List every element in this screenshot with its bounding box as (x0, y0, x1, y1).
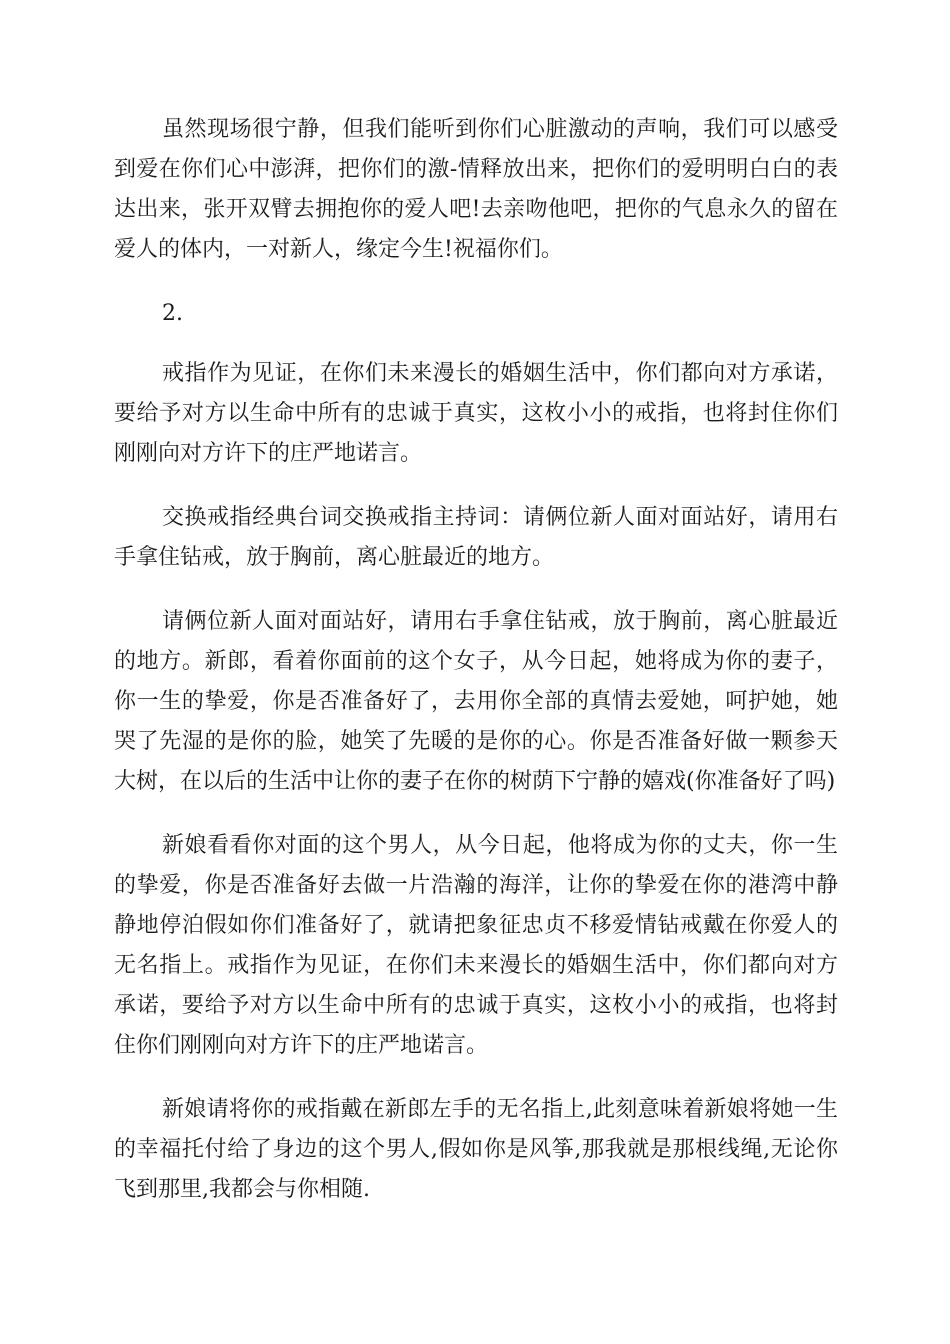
paragraph-blessing: 虽然现场很宁静，但我们能听到你们心脏激动的声响，我们可以感受到爱在你们心中澎湃，把你们的激-情释放出来，把你们的爱明明白白的表达出来，张开双臂去拥抱你的爱人吧!去亲吻他吧，把你的气息永久的留在爱人的体内，一对新人，缘定今生!祝福你们。 (114, 117, 838, 262)
paragraph-groom-vow: 请俩位新人面对面站好，请用右手拿住钻戒，放于胸前，离心脏最近的地方。新郎，看着你面前的这个女子，从今日起，她将成为你的妻子，你一生的挚爱，你是否准备好了，去用你全部的真情去爱她，呵护她，她哭了先湿的是你的脸，她笑了先暖的是你的心。你是否准备好做一颗参天大树，在以后的生活中让你的妻子在你的树荫下宁静的嬉戏(你准备好了吗) (114, 609, 838, 794)
paragraph-bride-ring: 新娘请将你的戒指戴在新郎左手的无名指上,此刻意味着新娘将她一生的幸福托付给了身边的这个男人,假如你是风筝,那我就是那根线绳,无论你飞到那里,我都会与你相随. (114, 1097, 838, 1202)
paragraph-ring-witness: 戒指作为见证，在你们未来漫长的婚姻生活中，你们都向对方承诺，要给予对方以生命中所有的忠诚于真实，这枚小小的戒指，也将封住你们刚刚向对方许下的庄严地诺言。 (114, 361, 838, 466)
section-number: 2. (162, 301, 183, 326)
document-body (114, 110, 838, 1234)
paragraph-bride-vow: 新娘看看你对面的这个男人，从今日起，他将成为你的丈夫，你一生的挚爱，你是否准备好去做一片浩瀚的海洋，让你的挚爱在你的港湾中静静地停泊假如你们准备好了，就请把象征忠贞不移爱情钻戒戴在你爱人的无名指上。戒指作为见证，在你们未来漫长的婚姻生活中，你们都向对方承诺，要给予对方以生命中所有的忠诚于真实，这枚小小的戒指，也将封住你们刚刚向对方许下的庄严地诺言。 (114, 833, 838, 1058)
paragraph-ring-exchange-host: 交换戒指经典台词交换戒指主持词：请俩位新人面对面站好，请用右手拿住钻戒，放于胸前，离心脏最近的地方。 (114, 505, 838, 570)
